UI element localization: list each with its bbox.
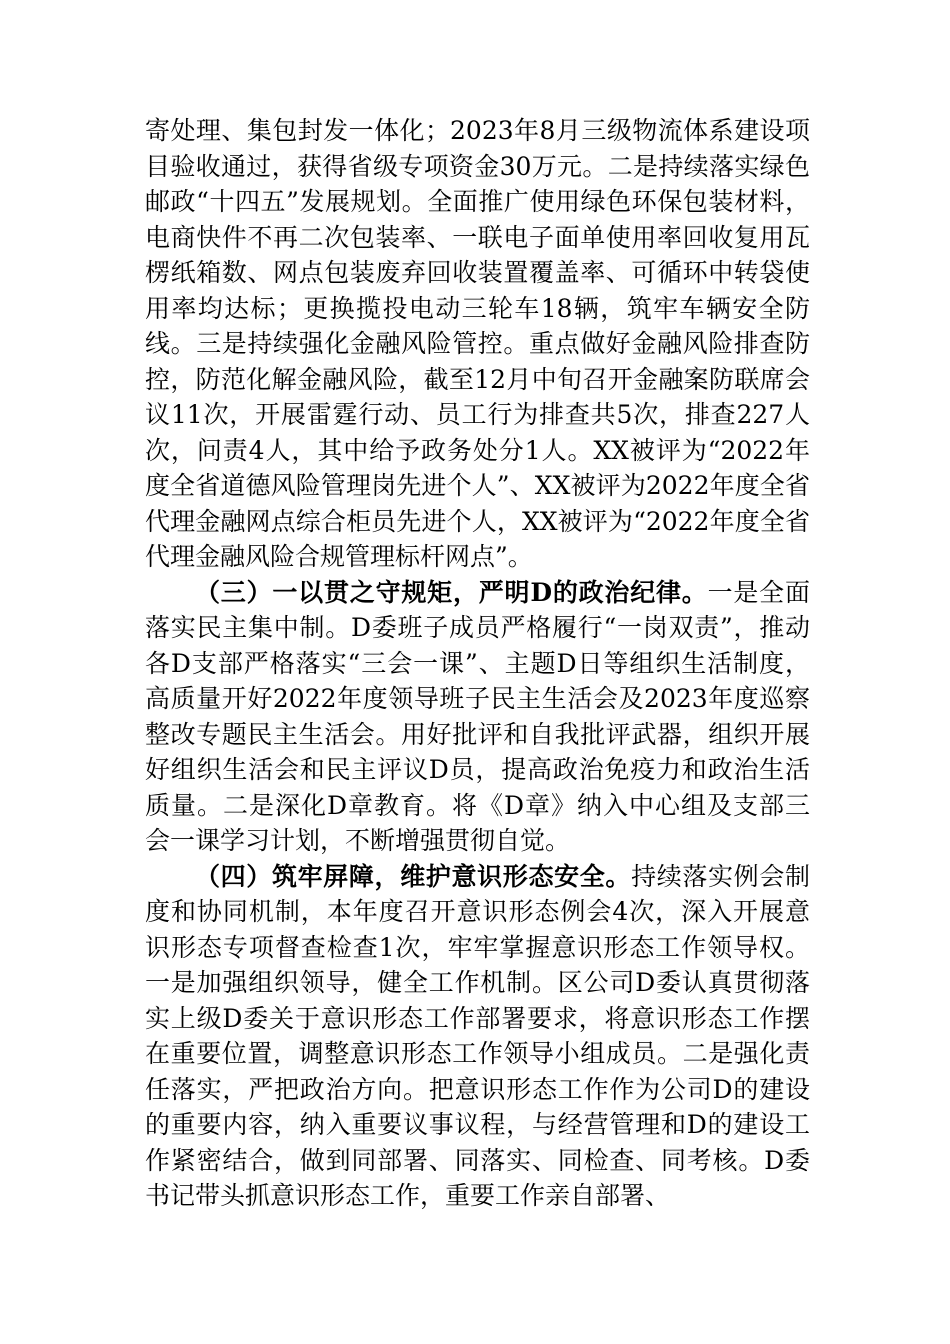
- paragraph-section-4: [145, 859, 810, 1214]
- paragraph-section-3: [145, 575, 810, 859]
- section-heading-3: （三）一以贯之守规矩，严明D的政治纪律。: [195, 577, 708, 607]
- paragraph-continuation: [145, 113, 810, 575]
- document-body: [145, 113, 810, 1214]
- paragraph-text: 寄处理、集包封发一体化；2023年8月三级物流体系建设项目验收通过，获得省级专项资金30万元。二是持续落实绿色邮政“十四五”发展规划。全面推广使用绿色环保包装材料，电商快件不再二次包装率、一联电子面单使用率回收复用瓦楞纸箱数、网点包装废弃回收装置覆盖率、可循环中转袋使用率均达标；更换揽投电动三轮车18辆，筑牢车辆安全防线。三是持续强化金融风险管控。重点做好金融风险排查防控，防范化解金融风险，截至12月中旬召开金融案防联席会议11次，开展雷霆行动、员工行为排查共5次，排查227人次，问责4人，其中给予政务处分1人。XX被评为“2022年度全省道德风险管理岗先进个人”、XX被评为2022年度全省代理金融网点综合柜员先进个人，XX被评为“2022年度全省代理金融风险合规管理标杆网点”。: [145, 116, 810, 571]
- paragraph-text: 持续落实例会制度和协同机制，本年度召开意识形态例会4次，深入开展意识形态专项督查检查1次，牢牢掌握意识形态工作领导权。一是加强组织领导，健全工作机制。区公司D委认真贯彻落实上级D委关于意识形态工作部署要求，将意识形态工作摆在重要位置，调整意识形态工作领导小组成员。二是强化责任落实，严把政治方向。把意识形态工作作为公司D的建设的重要内容，纳入重要议事议程，与经营管理和D的建设工作紧密结合，做到同部署、同落实、同检查、同考核。D委书记带头抓意识形态工作，重要工作亲自部署、: [145, 861, 810, 1210]
- paragraph-text: 一是全面落实民主集中制。D委班子成员严格履行“一岗双责”，推动各D支部严格落实“三会一课”、主题D日等组织生活制度，高质量开好2022年度领导班子民主生活会及2023年度巡察整改专题民主生活会。用好批评和自我批评武器，组织开展好组织生活会和民主评议D员，提高政治免疫力和政治生活质量。二是深化D章教育。将《D章》纳入中心组及支部三会一课学习计划，不断增强贯彻自觉。: [145, 577, 810, 855]
- section-heading-4: （四）筑牢屏障，维护意识形态安全。: [195, 861, 632, 891]
